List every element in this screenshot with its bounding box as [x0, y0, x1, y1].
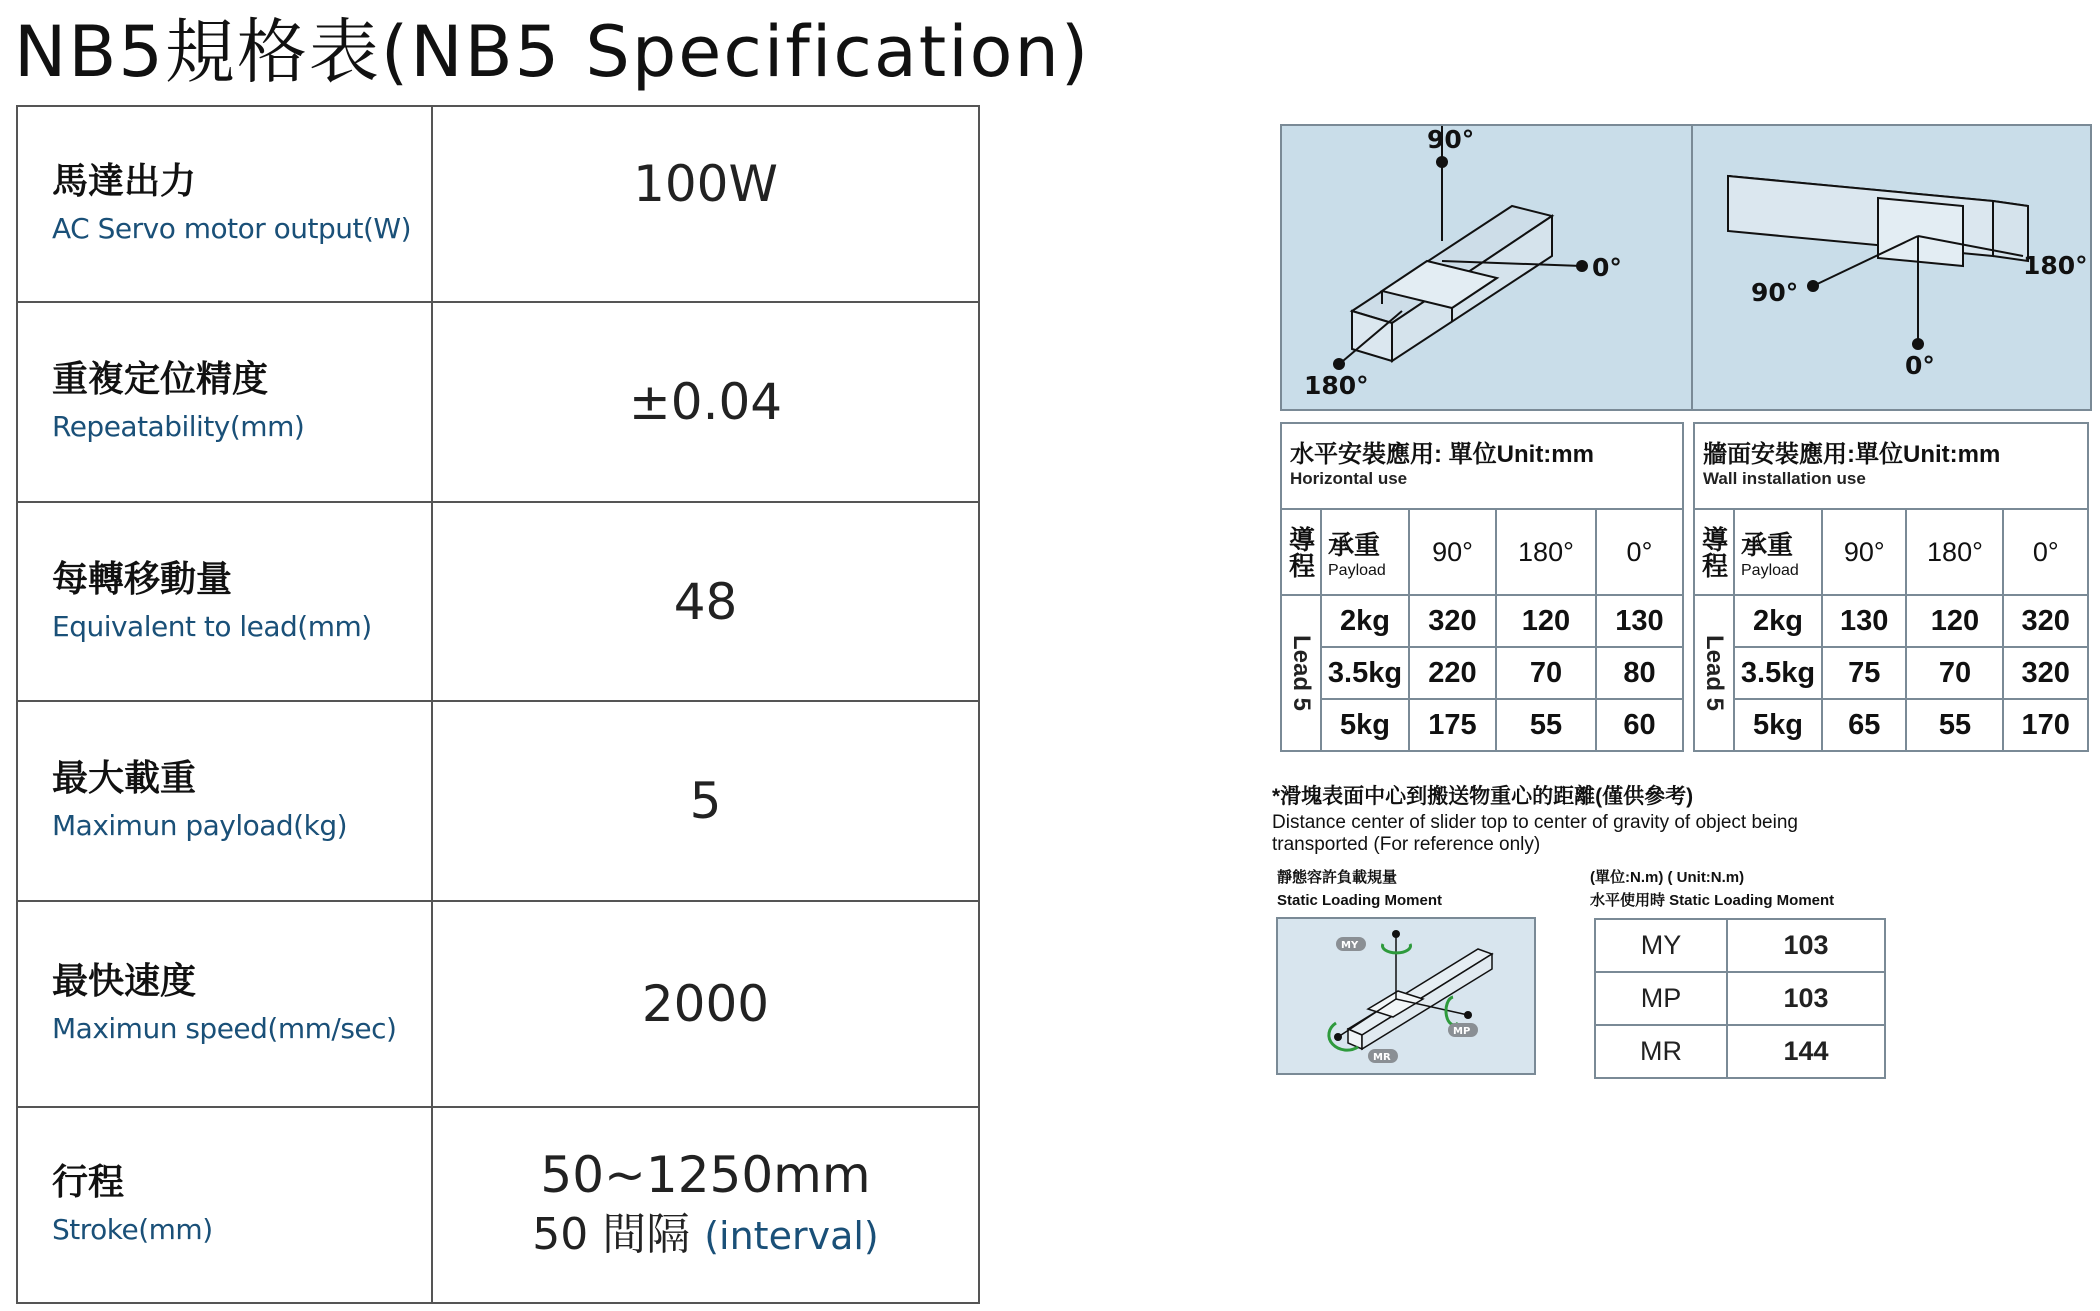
angle-header: 180° [1906, 509, 2003, 595]
note-zh: *滑塊表面中心到搬送物重心的距離(僅供參考) [1272, 785, 1694, 808]
value-cell: 130 [1596, 595, 1683, 647]
wall-table-caption-en: Wall installation use [1703, 469, 1866, 488]
value-cell: 320 [1409, 595, 1496, 647]
spec-value [432, 1107, 979, 1303]
stroke-interval [433, 1205, 978, 1266]
value-cell: 320 [2003, 647, 2088, 699]
moment-drawing [1278, 919, 1534, 1073]
angle-header: 90° [1822, 509, 1906, 595]
angle-header: 0° [2003, 509, 2088, 595]
payload-header: 承重 [1328, 529, 1381, 560]
lead-label: Lead 5 [1694, 595, 1734, 751]
table-row [1694, 647, 2088, 699]
spec-row [17, 1107, 979, 1303]
value-cell: 120 [1906, 595, 2003, 647]
stroke-interval-en: (interval) [704, 1213, 879, 1258]
payload-cell: 3.5kg [1321, 647, 1409, 699]
angle-90-label: 90° [1427, 126, 1475, 154]
horizontal-mount-diagram [1280, 124, 1693, 411]
wall-payload-table [1693, 422, 2089, 752]
spec-label-en: Maximun payload(kg) [52, 809, 348, 842]
value-cell: 70 [1496, 647, 1596, 699]
value-cell: 320 [2003, 595, 2088, 647]
payload-header: 承重 [1741, 529, 1794, 560]
spec-row [17, 701, 979, 901]
spec-value: 48 [432, 502, 979, 701]
moment-name: MR [1595, 1025, 1727, 1078]
table-row [1281, 647, 1683, 699]
note-en-1: Distance center of slider top to center of gravity of object being [1272, 812, 1798, 833]
moment-label-left [1277, 866, 1442, 912]
lead-label: Lead 5 [1281, 595, 1321, 751]
spec-value: 2000 [432, 901, 979, 1107]
lead-header: 導程 [1281, 509, 1321, 595]
spec-row [17, 302, 979, 502]
moment-value: 103 [1727, 919, 1885, 972]
horizontal-table-caption: 水平安裝應用: 單位Unit:mm [1290, 441, 1594, 468]
horizontal-table-caption-en: Horizontal use [1290, 469, 1408, 488]
my-tag: MY [1341, 940, 1359, 951]
horizontal-payload-table [1280, 422, 1684, 752]
value-cell: 55 [1906, 699, 2003, 751]
angle-180-label: 180° [1304, 371, 1369, 400]
spec-table [16, 105, 980, 1304]
value-cell: 75 [1822, 647, 1906, 699]
table-row [1694, 699, 2088, 751]
spec-value: ±0.04 [432, 302, 979, 502]
lead-header: 導程 [1694, 509, 1734, 595]
angle-header: 90° [1409, 509, 1496, 595]
payload-cell: 2kg [1734, 595, 1822, 647]
value-cell: 120 [1496, 595, 1596, 647]
moment-label-zh: 靜態容許負載規量 [1277, 869, 1398, 886]
table-row [1595, 1025, 1885, 1078]
note-en-2: transported (For reference only) [1272, 834, 1541, 855]
horizontal-mount-drawing [1282, 126, 1691, 409]
spec-value: 5 [432, 701, 979, 901]
spec-label-zh: 重複定位精度 [52, 359, 269, 400]
table-row [1595, 972, 1885, 1025]
moment-label-en: Static Loading Moment [1277, 892, 1442, 909]
moment-table [1594, 918, 1886, 1079]
moment-value: 144 [1727, 1025, 1885, 1078]
spec-label-en: Maximun speed(mm/sec) [52, 1012, 397, 1045]
spec-label-zh: 行程 [52, 1162, 125, 1203]
spec-label-en: AC Servo motor output(W) [52, 212, 412, 245]
moment-diagram [1276, 917, 1536, 1075]
spec-row [17, 901, 979, 1107]
moment-label-right [1590, 866, 1834, 912]
payload-cell: 2kg [1321, 595, 1409, 647]
spec-label-en: Repeatability(mm) [52, 410, 305, 443]
table-row [1281, 699, 1683, 751]
wall-mount-drawing [1693, 126, 2090, 409]
moment-unit: (單位:N.m) ( Unit:N.m) [1590, 869, 1745, 886]
wall-angle-90-label: 90° [1751, 278, 1799, 307]
reference-note [1272, 780, 1798, 856]
value-cell: 70 [1906, 647, 2003, 699]
spec-label-zh: 最快速度 [52, 961, 197, 1002]
angle-header: 0° [1596, 509, 1683, 595]
spec-label-en: Equivalent to lead(mm) [52, 609, 372, 643]
payload-header-en: Payload [1741, 561, 1799, 579]
value-cell: 170 [2003, 699, 2088, 751]
spec-label-zh: 馬達出力 [52, 161, 197, 202]
value-cell: 80 [1596, 647, 1683, 699]
moment-value: 103 [1727, 972, 1885, 1025]
wall-angle-0-label: 0° [1905, 351, 1935, 380]
angle-0-label: 0° [1592, 253, 1622, 282]
payload-cell: 5kg [1734, 699, 1822, 751]
mp-tag: MP [1453, 1026, 1471, 1037]
value-cell: 55 [1496, 699, 1596, 751]
value-cell: 220 [1409, 647, 1496, 699]
spec-label-en: Stroke(mm) [52, 1213, 213, 1246]
wall-mount-diagram [1691, 124, 2092, 411]
value-cell: 130 [1822, 595, 1906, 647]
moment-static-label: 水平使用時 Static Loading Moment [1590, 892, 1835, 909]
spec-row [17, 502, 979, 701]
value-cell: 65 [1822, 699, 1906, 751]
moment-name: MY [1595, 919, 1727, 972]
wall-table-caption: 牆面安裝應用:單位Unit:mm [1703, 441, 2001, 468]
value-cell: 175 [1409, 699, 1496, 751]
table-row [1281, 595, 1683, 647]
payload-cell: 5kg [1321, 699, 1409, 751]
table-row [1694, 595, 2088, 647]
payload-cell: 3.5kg [1734, 647, 1822, 699]
stroke-interval-zh: 50 間隔 [532, 1208, 691, 1260]
moment-name: MP [1595, 972, 1727, 1025]
table-row [1595, 919, 1885, 972]
page-title: NB5規格表(NB5 Specification) [14, 11, 1091, 93]
value-cell: 60 [1596, 699, 1683, 751]
spec-row [17, 106, 979, 302]
mr-tag: MR [1373, 1052, 1391, 1063]
payload-header-en: Payload [1328, 561, 1386, 579]
stroke-range: 50~1250mm [540, 1145, 871, 1204]
spec-label-zh: 每轉移動量 [52, 558, 233, 600]
spec-label-zh: 最大載重 [52, 758, 197, 799]
wall-angle-180-label: 180° [2023, 251, 2088, 280]
angle-header: 180° [1496, 509, 1596, 595]
spec-value: 100W [432, 106, 979, 302]
